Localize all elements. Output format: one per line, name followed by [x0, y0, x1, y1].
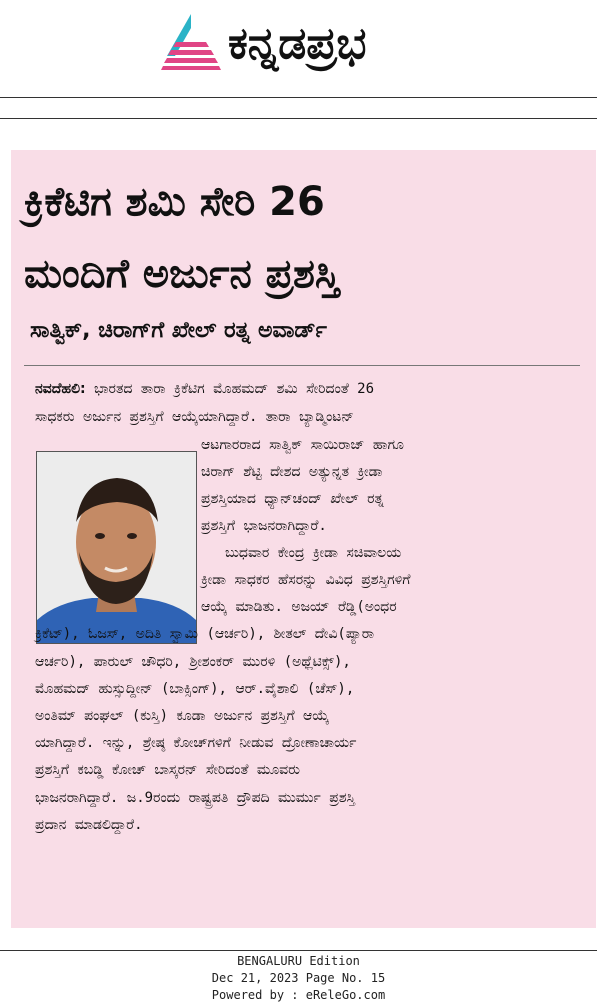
portrait-image	[37, 452, 196, 643]
body-line-10: ಕ್ರಿಕೆಟ್), ಓಜಸ್, ಅದಿತಿ ಸ್ವಾಮಿ (ಆರ್ಚರಿ), ಶೀತಲ್ ದೇವಿ(ಪ್ಯಾರಾ	[35, 626, 375, 642]
headline-line-2: ಮಂದಿಗೆ ಅರ್ಜುನ ಪ್ರಶಸ್ತಿ	[24, 251, 340, 297]
body-line-5: ಪ್ರಶಸ್ತಿಯಾದ ಧ್ಯಾನ್‌ಚಂದ್ ಖೇಲ್ ರತ್ನ	[201, 491, 384, 507]
body-line-12: ಮೊಹಮದ್ ಹುಸ್ಸುದ್ದೀನ್ (ಬಾಕ್ಸಿಂಗ್), ಆರ್.ವೈಶಾಲಿ (ಚೆಸ್),	[35, 681, 355, 697]
triangle-logo-icon	[157, 12, 225, 72]
masthead	[0, 0, 597, 92]
body-line-17: ಪ್ರದಾನ ಮಾಡಲಿದ್ದಾರೆ.	[35, 817, 143, 833]
masthead-rule-top	[0, 97, 597, 98]
body-text: ಭಾರತದ ತಾರಾ ಕ್ರಿಕೆಟಿಗ ಮೊಹಮದ್ ಶಮಿ ಸೇರಿದಂತೆ 26	[85, 381, 375, 397]
body-line-11: ಆರ್ಚರಿ), ಪಾರುಲ್ ಚೌಧರಿ, ಶ್ರೀಶಂಕರ್ ಮುರಳಿ (ಅಥ್ಲೆಟಿಕ್ಸ್),	[35, 654, 351, 670]
body-line-3: ಆಟಗಾರರಾದ ಸಾತ್ವಿಕ್ ಸಾಯಿರಾಜ್ ಹಾಗೂ	[201, 437, 404, 453]
dateline: ನವದೆಹಲಿ:	[35, 381, 86, 397]
footer-powered-by: Powered by : eReleGo.com	[211, 988, 386, 1002]
body-line-6: ಪ್ರಶಸ್ತಿಗೆ ಭಾಜನರಾಗಿದ್ದಾರೆ.	[201, 518, 327, 534]
body-line-1	[35, 380, 374, 398]
body-line-13: ಅಂತಿಮ್ ಪಂಘಲ್ (ಕುಸ್ತಿ) ಕೂಡಾ ಅರ್ಜುನ ಪ್ರಶಸ್ತಿಗೆ ಆಯ್ಕೆ	[35, 708, 330, 724]
body-line-15: ಪ್ರಶಸ್ತಿಗೆ ಕಬಡ್ಡಿ ಕೋಚ್ ಬಾಸ್ಕರನ್ ಸೇರಿದಂತೆ ಮೂವರು	[35, 762, 300, 778]
masthead-rule-bottom	[0, 118, 597, 119]
body-line-2: ಸಾಧಕರು ಅರ್ಜುನ ಪ್ರಶಸ್ತಿಗೆ ಆಯ್ಕೆಯಾಗಿದ್ದಾರೆ. ತಾರಾ ಬ್ಯಾಡ್ಮಿಂಟನ್	[35, 409, 354, 425]
body-line-4: ಚಿರಾಗ್ ಶೆಟ್ಟಿ ದೇಶದ ಅತ್ಯುನ್ನತ ಕ್ರೀಡಾ	[201, 464, 383, 480]
body-line-16: ಭಾಜನರಾಗಿದ್ದಾರೆ. ಜ.9ರಂದು ರಾಷ್ಟ್ರಪತಿ ದ್ರೌಪದಿ ಮುರ್ಮು ಪ್ರಶಸ್ತಿ	[35, 790, 356, 806]
body-line-8: ಕ್ರೀಡಾ ಸಾಧಕರ ಹೆಸರನ್ನು ವಿವಿಧ ಪ್ರಶಸ್ತಿಗಳಿಗೆ	[201, 572, 411, 588]
body-line-9: ಆಯ್ಕೆ ಮಾಡಿತು. ಅಜಯ್ ರೆಡ್ಡಿ(ಅಂಧರ	[201, 599, 397, 615]
subheadline: ಸಾತ್ವಿಕ್, ಚಿರಾಗ್‌ಗೆ ಖೇಲ್ ರತ್ನ ಅವಾರ್ಡ್	[30, 318, 327, 343]
footer-date-page: Dec 21, 2023 Page No. 15	[211, 971, 386, 985]
body-line-7: ಬುಧವಾರ ಕೇಂದ್ರ ಕ್ರೀಡಾ ಸಚಿವಾಲಯ	[225, 545, 402, 561]
player-photo	[36, 451, 197, 644]
footer-edition: BENGALURU Edition	[237, 954, 360, 968]
body-line-14: ಯಾಗಿದ್ದಾರೆ. ಇನ್ನು, ಶ್ರೇಷ್ಠ ಕೋಚ್‌ಗಳಿಗೆ ನೀಡುವ ದ್ರೋಣಾಚಾರ್ಯ	[35, 735, 357, 751]
masthead-title: ಕನ್ನಡಪ್ರಭ	[228, 18, 367, 69]
headline-divider	[24, 365, 580, 366]
headline-line-1: ಕ್ರಿಕೆಟಿಗ ಶಮಿ ಸೇರಿ 26	[24, 179, 325, 225]
footer-rule	[0, 950, 597, 951]
